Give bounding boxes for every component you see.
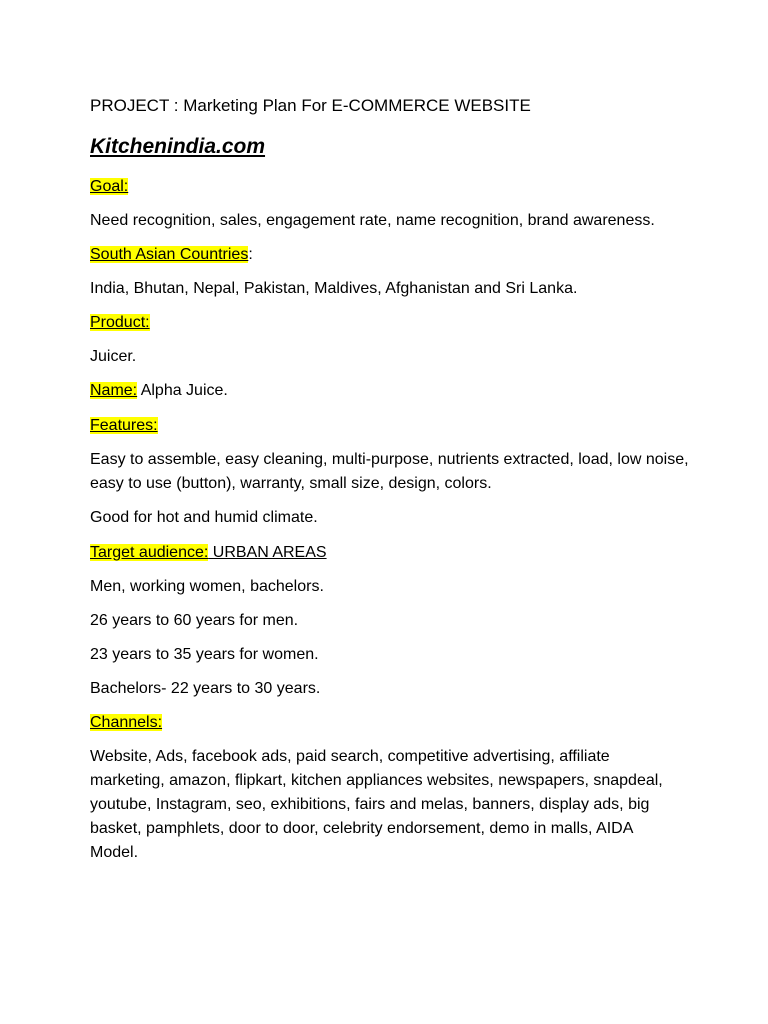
features-label: Features: bbox=[90, 417, 158, 434]
goal-text: Need recognition, sales, engagement rate, name recognition, brand awareness. bbox=[90, 212, 655, 229]
features-heading bbox=[90, 414, 158, 438]
product-heading bbox=[90, 311, 150, 335]
product-label: Product: bbox=[90, 314, 150, 331]
women-age: 23 years to 35 years for women. bbox=[90, 646, 319, 663]
name-row bbox=[90, 379, 228, 403]
goal-heading bbox=[90, 175, 128, 199]
channels-label: Channels: bbox=[90, 714, 163, 731]
bachelors-age: Bachelors- 22 years to 30 years. bbox=[90, 680, 321, 697]
site-name: Kitchenindia.com bbox=[90, 135, 266, 158]
target-audience-value: URBAN AREAS bbox=[208, 544, 327, 561]
countries-label-suffix: : bbox=[248, 246, 253, 263]
target-audience-label: Target audience: bbox=[90, 544, 209, 561]
audience-groups: Men, working women, bachelors. bbox=[90, 578, 324, 595]
countries-text: India, Bhutan, Nepal, Pakistan, Maldives, Afghanistan and Sri Lanka. bbox=[90, 280, 578, 297]
countries-heading bbox=[90, 243, 253, 267]
product-text: Juicer. bbox=[90, 348, 137, 365]
name-label: Name: bbox=[90, 382, 138, 399]
name-value: Alpha Juice. bbox=[137, 382, 228, 399]
channels-text: Website, Ads, facebook ads, paid search, competitive advertising, affiliate marketing, amazon, flipkart, kitchen appliances websites, newspapers, snapdeal, youtube, Instagram, seo, exhibitions, fairs and melas, banners, display ads, big basket, pamphlets, door to door, celebrity endorsement, demo in malls, AIDA Model. bbox=[90, 748, 663, 861]
goal-label: Goal: bbox=[90, 178, 129, 195]
men-age: 26 years to 60 years for men. bbox=[90, 612, 299, 629]
project-title: PROJECT : Marketing Plan For E-COMMERCE WEBSITE bbox=[90, 96, 531, 115]
climate-text: Good for hot and humid climate. bbox=[90, 509, 318, 526]
countries-label: South Asian Countries bbox=[90, 246, 249, 263]
target-audience-row bbox=[90, 541, 327, 565]
channels-heading bbox=[90, 711, 162, 735]
features-text: Easy to assemble, easy cleaning, multi-purpose, nutrients extracted, load, low noise, easy to use (button), warranty, small size, design, colors. bbox=[90, 451, 689, 492]
